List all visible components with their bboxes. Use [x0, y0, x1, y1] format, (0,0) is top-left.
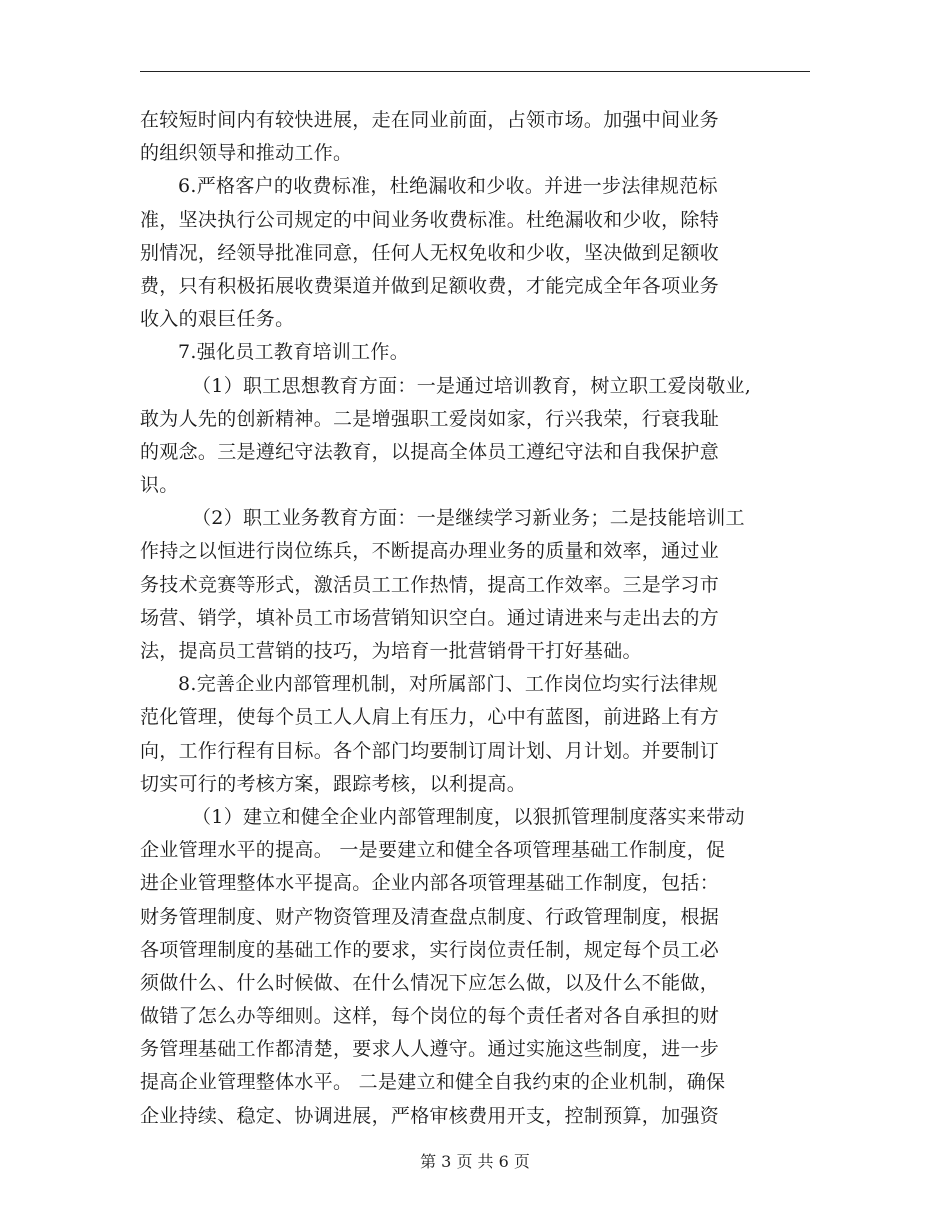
text-line: 的组织领导和推动工作。 [140, 142, 353, 165]
text-line: 的观念。三是遵纪守法教育，以提高全体员工遵纪守法和自我保护意 [140, 440, 720, 463]
text-line: 准，坚决执行公司规定的中间业务收费标准。杜绝漏收和少收，除特 [140, 208, 720, 231]
text-line: 务技术竞赛等形式，激活员工工作热情，提高工作效率。三是学习市 [140, 573, 720, 596]
text-line: 敢为人先的创新精神。二是增强职工爱岗如家，行兴我荣，行衰我耻 [140, 407, 720, 430]
text-line: 7.强化员工教育培训工作。 [178, 341, 410, 364]
text-line: 场营、销学，填补员工市场营销知识空白。通过请进来与走出去的方 [140, 606, 720, 629]
text-line: 识。 [140, 474, 179, 497]
text-line: （1）职工思想教育方面：一是通过培训教育，树立职工爱岗敬业, [192, 374, 752, 397]
text-line: （2）职工业务教育方面：一是继续学习新业务；二是技能培训工 [192, 507, 745, 530]
text-line: 企业持续、稳定、协调进展，严格审核费用开支，控制预算，加强资 [140, 1104, 720, 1127]
text-line: 提高企业管理整体水平。 二是建立和健全自我约束的企业机制，确保 [140, 1071, 726, 1094]
text-line: 切实可行的考核方案，跟踪考核，以利提高。 [140, 772, 527, 795]
text-line: 范化管理，使每个员工人人肩上有压力，心中有蓝图，前进路上有方 [140, 706, 720, 729]
text-line: 务管理基础工作都清楚，要求人人遵守。通过实施这些制度，进一步 [140, 1038, 720, 1061]
text-line: 向，工作行程有目标。各个部门均要制订周计划、月计划。并要制订 [140, 739, 720, 762]
text-line: 在较短时间内有较快进展，走在同业前面，占领市场。加强中间业务 [140, 109, 720, 131]
text-line: 作持之以恒进行岗位练兵，不断提高办理业务的质量和效率，通过业 [140, 540, 720, 563]
document-body [140, 104, 820, 1133]
text-line: 进企业管理整体水平提高。企业内部各项管理基础工作制度，包括： [140, 872, 720, 895]
text-line: 收入的艰巨任务。 [140, 308, 295, 331]
page-number: 第 3 页 共 6 页 [420, 1152, 530, 1171]
text-line: 6.严格客户的收费标准，杜绝漏收和少收。并进一步法律规范标 [178, 175, 718, 198]
text-line: 法，提高员工营销的技巧，为培育一批营销骨干打好基础。 [140, 640, 642, 662]
text-line: 费，只有积极拓展收费渠道并做到足额收费，才能完成全年各项业务 [140, 274, 720, 297]
text-line: 8.完善企业内部管理机制，对所属部门、工作岗位均实行法律规 [178, 673, 718, 696]
text-line: 财务管理制度、财产物资管理及清查盘点制度、行政管理制度，根据 [140, 905, 720, 928]
text-line: 各项管理制度的基础工作的要求，实行岗位责任制，规定每个员工必 [140, 938, 720, 961]
text-line: （1）建立和健全企业内部管理制度，以狠抓管理制度落实来带动 [192, 805, 745, 828]
text-line: 须做什么、什么时候做、在什么情况下应怎么做，以及什么不能做， [140, 971, 720, 994]
text-line: 企业管理水平的提高。 一是要建立和健全各项管理基础工作制度，促 [140, 839, 726, 862]
header-rule [140, 71, 810, 72]
text-line: 做错了怎么办等细则。这样，每个岗位的每个责任者对各自承担的财 [140, 1005, 720, 1028]
text-line: 别情况，经领导批准同意，任何人无权免收和少收，坚决做到足额收 [140, 241, 720, 264]
